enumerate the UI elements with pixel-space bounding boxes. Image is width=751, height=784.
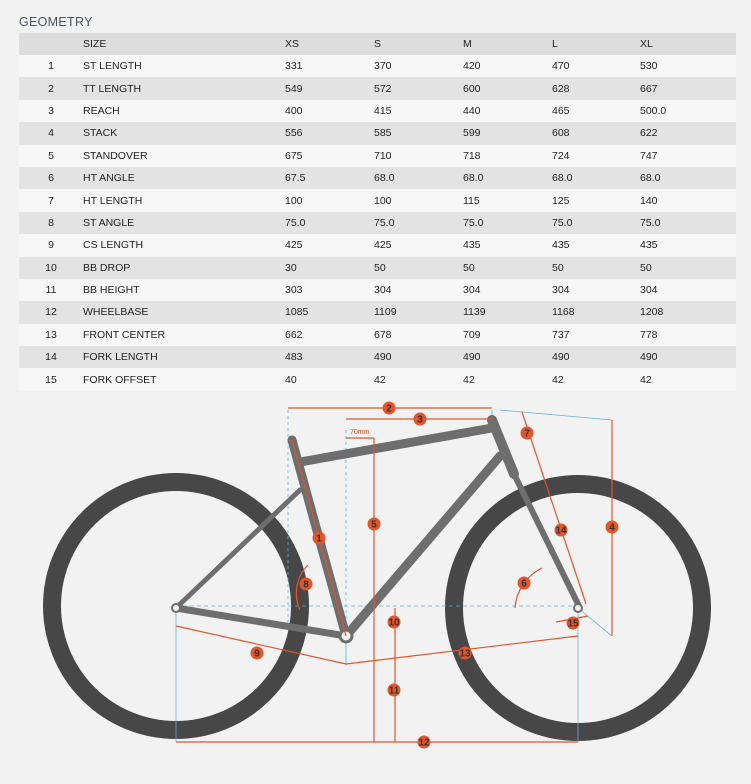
table-row xyxy=(19,100,736,122)
cell-l: 435 xyxy=(552,239,570,252)
cell-name: ST ANGLE xyxy=(83,216,135,229)
cell-num: 7 xyxy=(48,194,54,207)
cell-xs: 549 xyxy=(285,82,303,95)
cell-xl: 42 xyxy=(640,373,652,386)
cell-xl: 1208 xyxy=(640,306,664,319)
table-row xyxy=(19,77,736,99)
svg-text:5: 5 xyxy=(371,519,377,531)
svg-text:8: 8 xyxy=(303,579,309,591)
marker-15 xyxy=(567,617,580,630)
marker-14 xyxy=(555,524,568,537)
cell-num: 3 xyxy=(48,104,54,117)
cell-xl: 68.0 xyxy=(640,172,661,185)
cell-name: TT LENGTH xyxy=(83,82,142,95)
svg-text:15: 15 xyxy=(567,618,579,630)
cell-num: 6 xyxy=(48,172,54,185)
svg-text:4: 4 xyxy=(609,522,615,534)
cell-m: 709 xyxy=(463,328,481,341)
cell-l: 465 xyxy=(552,104,570,117)
cell-name: FRONT CENTER xyxy=(83,328,166,341)
cell-m: 75.0 xyxy=(463,216,484,229)
cell-num: 9 xyxy=(48,239,54,252)
cell-l: 75.0 xyxy=(552,216,573,229)
cell-num: 1 xyxy=(48,60,54,73)
marker-9 xyxy=(251,647,264,660)
cell-m: 115 xyxy=(463,194,480,207)
cell-s: 710 xyxy=(374,149,392,162)
cell-l: 1168 xyxy=(552,306,575,319)
cell-num: 10 xyxy=(45,261,57,274)
table-row xyxy=(19,301,736,323)
marker-5 xyxy=(368,518,381,531)
cell-s: 1109 xyxy=(374,306,397,319)
header-size: SIZE xyxy=(83,38,107,50)
svg-text:13: 13 xyxy=(459,648,471,660)
svg-text:9: 9 xyxy=(254,648,260,660)
cell-xs: 400 xyxy=(285,104,303,117)
table-row xyxy=(19,368,736,390)
page-title: GEOMETRY xyxy=(19,15,93,29)
cell-name: STANDOVER xyxy=(83,149,148,162)
marker-8 xyxy=(300,578,313,591)
cell-name: REACH xyxy=(83,104,120,117)
cell-s: 572 xyxy=(374,82,392,95)
cell-xs: 662 xyxy=(285,328,303,341)
cell-xl: 530 xyxy=(640,60,658,73)
cell-num: 12 xyxy=(45,306,57,319)
svg-text:10: 10 xyxy=(388,617,400,629)
cell-name: HT ANGLE xyxy=(83,172,135,185)
cell-s: 678 xyxy=(374,328,392,341)
cell-l: 68.0 xyxy=(552,172,573,185)
cell-name: ST LENGTH xyxy=(83,60,142,73)
cell-m: 42 xyxy=(463,373,475,386)
cell-xs: 331 xyxy=(285,60,303,73)
cell-s: 370 xyxy=(374,60,392,73)
cell-s: 304 xyxy=(374,284,392,297)
table-header-row xyxy=(19,33,736,55)
svg-text:14: 14 xyxy=(555,525,567,537)
table-row xyxy=(19,212,736,234)
marker-12 xyxy=(418,736,431,749)
svg-text:11: 11 xyxy=(388,685,400,697)
cell-s: 100 xyxy=(374,194,392,207)
cell-l: 490 xyxy=(552,351,570,364)
cell-xs: 483 xyxy=(285,351,303,364)
cell-xl: 140 xyxy=(640,194,658,207)
table-row xyxy=(19,55,736,77)
cell-num: 4 xyxy=(48,127,54,140)
cell-l: 737 xyxy=(552,328,570,341)
cell-xl: 490 xyxy=(640,351,658,364)
header-m: M xyxy=(463,38,472,50)
cell-m: 420 xyxy=(463,60,481,73)
cell-xl: 50 xyxy=(640,261,652,274)
table-row xyxy=(19,279,736,301)
marker-7 xyxy=(521,427,534,440)
table-row xyxy=(19,189,736,211)
cell-m: 304 xyxy=(463,284,481,297)
cell-num: 13 xyxy=(45,328,57,341)
seat-offset-note: 70mm xyxy=(350,429,370,436)
cell-name: FORK OFFSET xyxy=(83,373,157,386)
cell-xl: 304 xyxy=(640,284,658,297)
cell-m: 440 xyxy=(463,104,481,117)
cell-xl: 667 xyxy=(640,82,658,95)
cell-xs: 303 xyxy=(285,284,303,297)
marker-2 xyxy=(383,402,396,415)
marker-13 xyxy=(459,647,472,660)
marker-1 xyxy=(313,532,326,545)
cell-l: 304 xyxy=(552,284,570,297)
svg-text:3: 3 xyxy=(417,414,423,426)
marker-3 xyxy=(414,413,427,426)
svg-text:6: 6 xyxy=(521,578,527,590)
cell-l: 724 xyxy=(552,149,570,162)
cell-xl: 75.0 xyxy=(640,216,661,229)
cell-l: 608 xyxy=(552,127,570,140)
cell-name: STACK xyxy=(83,127,118,140)
cell-l: 50 xyxy=(552,261,564,274)
cell-xs: 67.5 xyxy=(285,172,306,185)
cell-num: 8 xyxy=(48,216,54,229)
svg-text:2: 2 xyxy=(386,403,392,415)
cell-xs: 425 xyxy=(285,239,303,252)
cell-xs: 100 xyxy=(285,194,303,207)
cell-m: 599 xyxy=(463,127,481,140)
cell-s: 415 xyxy=(374,104,392,117)
svg-text:12: 12 xyxy=(418,737,430,749)
cell-name: WHEELBASE xyxy=(83,306,149,319)
cell-s: 50 xyxy=(374,261,386,274)
cell-num: 14 xyxy=(45,351,57,364)
cell-s: 68.0 xyxy=(374,172,395,185)
header-xs: XS xyxy=(285,38,300,50)
marker-6 xyxy=(518,577,531,590)
cell-m: 68.0 xyxy=(463,172,484,185)
table-row xyxy=(19,122,736,144)
cell-num: 15 xyxy=(45,373,57,386)
cell-xs: 75.0 xyxy=(285,216,306,229)
cell-s: 585 xyxy=(374,127,392,140)
svg-text:1: 1 xyxy=(316,533,322,545)
cell-xl: 747 xyxy=(640,149,658,162)
cell-xl: 622 xyxy=(640,127,658,140)
cell-s: 75.0 xyxy=(374,216,395,229)
cell-name: BB DROP xyxy=(83,261,131,274)
cell-m: 1139 xyxy=(463,306,486,319)
table-row xyxy=(19,346,736,368)
cell-m: 718 xyxy=(463,149,481,162)
cell-m: 50 xyxy=(463,261,475,274)
cell-m: 490 xyxy=(463,351,481,364)
cell-m: 600 xyxy=(463,82,481,95)
cell-s: 42 xyxy=(374,373,386,386)
cell-name: CS LENGTH xyxy=(83,239,144,252)
cell-name: FORK LENGTH xyxy=(83,351,158,364)
cell-l: 125 xyxy=(552,194,570,207)
cell-xs: 556 xyxy=(285,127,303,140)
cell-num: 5 xyxy=(48,149,54,162)
cell-l: 470 xyxy=(552,60,570,73)
cell-xs: 40 xyxy=(285,373,297,386)
cell-xl: 778 xyxy=(640,328,658,341)
svg-text:7: 7 xyxy=(524,428,530,440)
cell-l: 628 xyxy=(552,82,570,95)
cell-m: 435 xyxy=(463,239,481,252)
marker-11 xyxy=(388,684,401,697)
marker-4 xyxy=(606,521,619,534)
table-row xyxy=(19,145,736,167)
bike-frame xyxy=(172,420,582,642)
table-row xyxy=(19,257,736,279)
bike-geometry-diagram xyxy=(0,390,751,784)
cell-xs: 1085 xyxy=(285,306,309,319)
cell-num: 2 xyxy=(48,82,54,95)
cell-xl: 435 xyxy=(640,239,658,252)
header-l: L xyxy=(552,38,558,50)
cell-name: HT LENGTH xyxy=(83,194,143,207)
header-xl: XL xyxy=(640,38,653,50)
cell-num: 11 xyxy=(45,284,57,297)
header-s: S xyxy=(374,38,382,50)
cell-s: 425 xyxy=(374,239,392,252)
cell-xl: 500.0 xyxy=(640,104,667,117)
table-row xyxy=(19,234,736,256)
cell-name: BB HEIGHT xyxy=(83,284,140,297)
table-row xyxy=(19,167,736,189)
cell-xs: 30 xyxy=(285,261,297,274)
table-row xyxy=(19,324,736,346)
cell-l: 42 xyxy=(552,373,564,386)
geometry-table xyxy=(19,33,736,391)
marker-10 xyxy=(388,616,401,629)
cell-s: 490 xyxy=(374,351,392,364)
cell-xs: 675 xyxy=(285,149,303,162)
header-num xyxy=(19,33,83,55)
